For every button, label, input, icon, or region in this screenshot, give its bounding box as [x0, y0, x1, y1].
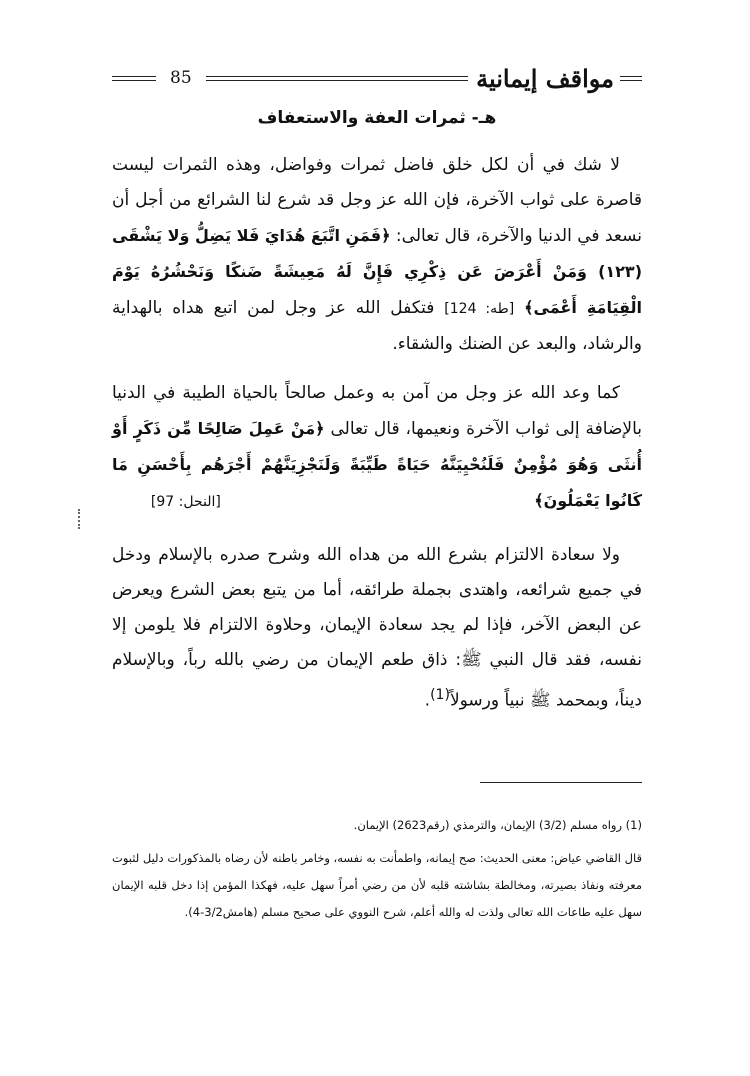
footnotes — [112, 812, 642, 926]
paragraph-1-text-b: فتكفل الله عز وجل لمن اتبع هداه بالهداية والرشاد، والبعد عن الضنك والشقاء. — [112, 298, 642, 354]
footnote-1-commentary: قال القاضي عياض: معنى الحديث: صح إيمانه، واطمأنت به نفسه، وخامر باطنه لأن رضاه بالمذكورات دليل لثبوت معرفته ونفاذ بصيرته، ومخالطة بشاشته قلبه لأن من رضي أمراً سهل عليه، فهكذا المؤمن إذا دخل قلبه الإيمان سهل عليه طاعات الله تعالى ولذت له والله أعلم، شرح النووي على صحيح مسلم (هامش3/2-4). — [112, 851, 642, 919]
paragraph-3-text: ولا سعادة الالتزام بشرع الله من هداه الله وشرح صدره بالإسلام ودخل في جميع شرائعه، واهتدى بجملة طرائقه، أما من يتبع بعض الشرع ويعرض عن البعض الآخر، فإذا لم يجد سعادة الإيمان، وحلاوة الالتزام فلا يلومن إلا نفسه، فقد قال النبي ﷺ: ذاق طعم الإيمان من رضي بالله رباً، وبالإسلام ديناً، وبمحمد ﷺ نبياً ورسولاً — [112, 545, 642, 711]
paragraph-1-text-a: لا شك في أن لكل خلق فاضل ثمرات وفواضل، وهذه الثمرات ليست قاصرة على ثواب الآخرة، فإن الله عز وجل قد شرع لنا الشرائع من أجل أن نسعد في الدنيا والآخرة، قال تعالى: — [112, 155, 642, 246]
verse-reference-nahl: [النحل: 97] — [150, 494, 221, 510]
paragraph-2-text-a: كما وعد الله عز وجل من آمن به وعمل صالحاً بالحياة الطيبة في الدنيا بالإضافة إلى ثواب الآخرة ونعيمها، قال تعالى — [112, 383, 642, 439]
verse-reference-taha: [طه: 124] — [444, 301, 515, 317]
running-header — [112, 58, 642, 98]
margin-dots — [78, 509, 86, 529]
paragraph-3-end: . — [424, 690, 431, 711]
footnote-separator — [480, 782, 642, 783]
header-rule-left — [112, 76, 156, 81]
quran-verse-nahl: ﴿مَنْ عَمِلَ صَالِحًا مِّن ذَكَرٍ أَوْ أُنثَى وَهُوَ مُؤْمِنٌ فَلَنُحْيِيَنَّهُ حَيَاةً طَيِّبَةً وَلَنَجْزِيَنَّهُمْ أَجْرَهُم بِأَحْسَنِ مَا كَانُوا يَعْمَلُونَ﴾ — [112, 419, 642, 510]
page-number: 85 — [170, 68, 192, 88]
footnote-1-source: (1) رواه مسلم (3/2) الإيمان، والترمذي (رقم2623) الإيمان. — [353, 818, 642, 832]
paragraph-2 — [112, 376, 642, 520]
header-rule-middle — [206, 76, 468, 81]
paragraph-1 — [112, 148, 642, 362]
header-rule-right — [620, 76, 642, 81]
section-heading: هـ- ثمرات العفة والاستعفاف — [257, 108, 497, 128]
book-title: مواقف إيمانية — [476, 63, 614, 93]
footnote-marker[interactable]: (1) — [430, 687, 450, 703]
quran-verse-taha: ﴿فَمَنِ اتَّبَعَ هُدَايَ فَلا يَضِلُّ وَلا يَشْقَى (١٢٣) وَمَنْ أَعْرَضَ عَن ذِكْرِي فَإِنَّ لَهُ مَعِيشَةً ضَنكًا وَنَحْشُرُهُ يَوْمَ الْقِيَامَةِ أَعْمَى﴾ — [112, 226, 643, 317]
paragraph-3 — [112, 538, 642, 719]
